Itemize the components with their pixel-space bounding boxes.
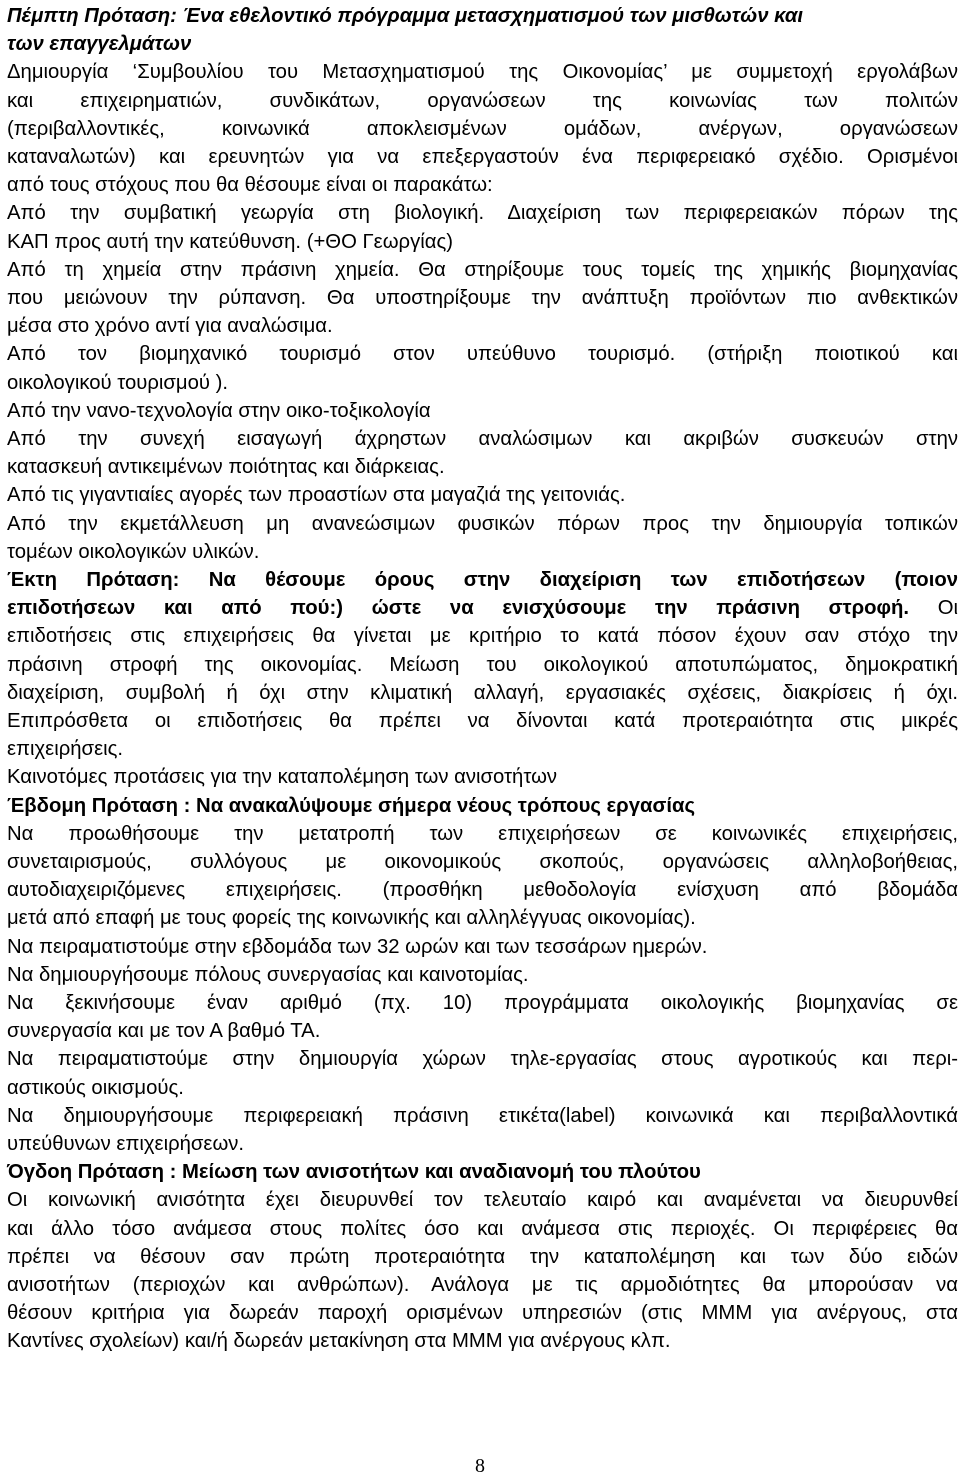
text-line: διαχείριση, συμβολή ή όχι στην κλιματική αλλαγή, εργασιακές σχέσεις, διακρίσεις ή όχι. — [7, 681, 958, 704]
text-line — [7, 594, 958, 622]
text-line: Από τον βιομηχανικό τουρισμό στον υπεύθυνο τουρισμό. (στήριξη ποιοτικού και — [7, 343, 958, 366]
text-line: Από την συνεχή εισαγωγή άχρηστων αναλώσιμων και ακριβών συσκευών στην — [7, 428, 958, 450]
text-line: αστικούς οικισμούς. — [7, 1076, 184, 1099]
text-line: θέσουν κριτήρια για δωρεάν παροχή ορισμένων υπηρεσιών (στις ΜΜΜ για ανέργους, στα — [7, 1302, 958, 1325]
text-line: μετά από επαφή με τους φορείς της κοινωνικής και αλληλέγγυας οικονομίας). — [7, 907, 696, 930]
text-line: συνεταιρισμούς, συλλόγους με οικονομικούς σκοπούς, οργανώσεις αλληλοβοήθειας, — [7, 851, 958, 873]
text-line: των επαγγελμάτων — [7, 33, 192, 56]
text-line: Να δημιουργήσουμε πόλους συνεργασίας και καινοτομίας. — [7, 963, 529, 986]
text-line: που μειώνουν την ρύπανση. Θα υποστηρίξουμε την ανάπτυξη προϊόντων πιο ανθεκτικών — [7, 287, 958, 309]
text-line: αυτοδιαχειριζόμενες επιχειρήσεις. (προσθήκη μεθοδολογία ενίσχυση από βδομάδα — [7, 879, 958, 902]
text-line: Όγδοη Πρόταση : Μείωση των ανισοτήτων και αναδιανομή του πλούτου — [7, 1161, 701, 1184]
text-line: συνεργασία και με τον Α βαθμό ΤΑ. — [7, 1020, 321, 1043]
text-line: Από τη χημεία στην πράσινη χημεία. Θα στηρίξουμε τους τομείς της χημικής βιομηχανίας — [7, 258, 958, 281]
text-line: Έβδομη Πρόταση : Να ανακαλύψουμε σήμερα νέους τρόπους εργασίας — [7, 794, 695, 817]
text-line: Από την εκμετάλλευση μη ανανεώσιμων φυσικών πόρων προς την δημιουργία τοπικών — [7, 512, 958, 535]
regular-text: Οι — [909, 597, 958, 620]
text-line: τομέων οικολογικών υλικών. — [7, 540, 260, 563]
text-line: Από τις γιγαντιαίες αγορές των προαστίων στα μαγαζιά της γειτονιάς. — [7, 484, 626, 507]
text-line: ανισοτήτων (περιοχών και ανθρώπων). Ανάλογα με τις αρμοδιότητες θα μπορούσαν να — [7, 1274, 958, 1296]
text-line: ΚΑΠ προς αυτή την κατεύθυνση. (+ΘΟ Γεωργίας) — [7, 230, 453, 253]
text-line: Έκτη Πρόταση: Να θέσουμε όρους στην διαχείριση των επιδοτήσεων (ποιον — [7, 569, 958, 591]
text-line: υπεύθυνων επιχειρήσεων. — [7, 1133, 245, 1155]
text-line: Από την νανο-τεχνολογία στην οικο-τοξικολογία — [7, 399, 431, 422]
text-line: οικολογικού τουρισμού ). — [7, 371, 228, 394]
text-line: Επιπρόσθετα οι επιδοτήσεις θα πρέπει να δίνονται κατά προτεραιότητα στις μικρές — [7, 710, 958, 732]
text-line: καταναλωτών) και ερευνητών για να επεξεργαστούν ένα περιφερειακό σχέδιο. Ορισμένοι — [7, 146, 958, 168]
text-line: Να δημιουργήσουμε περιφερειακή πράσινη ετικέτα(label) κοινωνικά και περιβαλλοντικά — [7, 1104, 958, 1127]
text-line: επιδοτήσεις στις επιχειρήσεις θα γίνεται με κριτήριο το κατά πόσον έχουν σαν στόχο την — [7, 625, 958, 648]
text-line: Να πειραματιστούμε στην εβδομάδα των 32 ωρών και των τεσσάρων ημερών. — [7, 935, 708, 958]
bold-text: επιδοτήσεων και από πού:) ώστε να ενισχύσουμε την πράσινη στροφή. — [7, 597, 910, 620]
text-line: κατασκευή αντικειμένων ποιότητας και διάρκειας. — [7, 456, 445, 479]
text-line: επιχειρήσεις. — [7, 738, 124, 761]
text-line: και άλλο τόσο ανάμεσα στους πολίτες όσο και ανάμεσα στις περιοχές. Οι περιφέρειες θα — [7, 1217, 958, 1240]
text-line: πράσινη στροφή της οικονομίας. Μείωση του οικολογικού αποτυπώματος, δημοκρατική — [7, 653, 958, 676]
text-line: από τους στόχους που θα θέσουμε είναι οι παρακάτω: — [7, 174, 493, 197]
text-line: Να ξεκινήσουμε έναν αριθμό (πχ. 10) προγράμματα οικολογικής βιομηχανίας σε — [7, 992, 958, 1014]
text-line: Από την συμβατική γεωργία στη βιολογική. Διαχείριση των περιφερειακών πόρων της — [7, 202, 958, 225]
text-line: Δημιουργία ‘Συμβουλίου του Μετασχηματισμού της Οικονομίας’ με συμμετοχή εργολάβων — [7, 61, 958, 84]
page-number: 8 — [475, 1455, 485, 1477]
text-line: (περιβαλλοντικές, κοινωνικά αποκλεισμένων ομάδων, ανέργων, οργανώσεων — [7, 117, 958, 140]
text-line: Πέμπτη Πρόταση: Ένα εθελοντικό πρόγραμμα μετασχηματισμού των μισθωτών και — [7, 5, 804, 27]
text-line: Να πειραματιστούμε στην δημιουργία χώρων τηλε-εργασίας στους αγροτικούς και περι- — [7, 1048, 958, 1071]
text-line: μέσα στο χρόνο αντί για αναλώσιμα. — [7, 315, 333, 338]
text-line: πρέπει να θέσουν σαν πρώτη προτεραιότητα την καταπολέμηση και των δύο ειδών — [7, 1245, 958, 1268]
text-line: και επιχειρηματιών, συνδικάτων, οργανώσεων της κοινωνίας των πολιτών — [7, 89, 958, 112]
text-line: Οι κοινωνική ανισότητα έχει διευρυνθεί τον τελευταίο καιρό και αναμένεται να διευρυνθεί — [7, 1189, 958, 1212]
text-line: Να προωθήσουμε την μετατροπή των επιχειρήσεων σε κοινωνικές επιχειρήσεις, — [7, 822, 958, 845]
text-line: Καντίνες σχολείων) και/ή δωρεάν μετακίνηση στα ΜΜΜ για ανέργους κλπ. — [7, 1330, 671, 1353]
text-line: Καινοτόμες προτάσεις για την καταπολέμηση των ανισοτήτων — [7, 766, 558, 789]
